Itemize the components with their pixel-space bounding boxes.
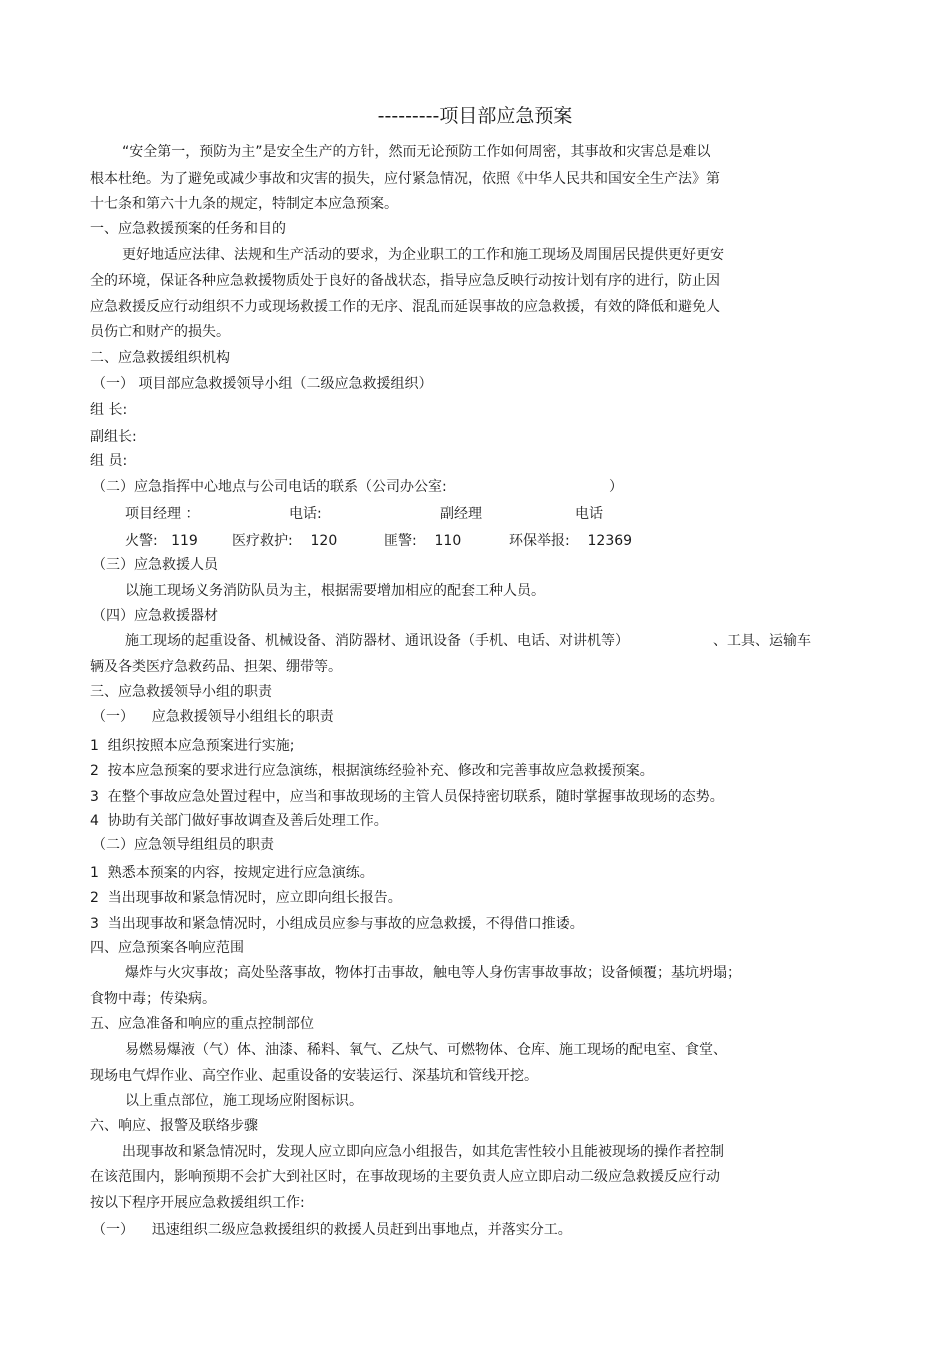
section-heading: 二、应急救援组织机构 (90, 350, 230, 366)
subsection-heading: （二）应急指挥中心地点与公司电话的联系（公司办公室: (92, 479, 447, 495)
paragraph-line: 在该范围内，影响预期不会扩大到社区时，在事故现场的主要负责人应立即启动二级应急救援反应行动 (90, 1169, 720, 1185)
list-item: 3 在整个事故应急处置过程中，应当和事故现场的主管人员保持密切联系，随时掌握事故现场的态势。 (90, 789, 724, 805)
phone-label: 电话: (289, 506, 322, 522)
list-item: 4 协助有关部门做好事故调查及善后处理工作。 (90, 813, 388, 829)
list-item: 1 熟悉本预案的内容，按规定进行应急演练。 (90, 865, 374, 881)
paragraph-line: 现场电气焊作业、高空作业、起重设备的安装运行、深基坑和管线开挖。 (90, 1068, 538, 1084)
subsection-heading: （一） 项目部应急救援领导小组（二级应急救援组织） (92, 376, 433, 392)
paragraph-line: 以上重点部位，施工现场应附图标识。 (125, 1093, 363, 1109)
deputy-manager-label: 副经理 (440, 506, 482, 522)
subsection-heading-close: ） (609, 479, 623, 495)
members-label: 组 员: (90, 453, 128, 469)
subsection-heading: （四）应急救援器材 (92, 608, 218, 624)
subsection-heading: （二）应急领导组组员的职责 (92, 837, 274, 853)
medical-number: 医疗救护: 120 (232, 533, 338, 549)
paragraph-line: 按以下程序开展应急救援组织工作: (90, 1195, 305, 1211)
list-item: 1 组织按照本应急预案进行实施; (90, 738, 295, 754)
paragraph-line: 易燃易爆液（气）体、油漆、稀料、氧气、乙炔气、可燃物体、仓库、施工现场的配电室、食堂、 (125, 1042, 727, 1058)
list-item: 2 按本应急预案的要求进行应急演练，根据演练经验补充、修改和完善事故应急救援预案。 (90, 763, 654, 779)
subsection-heading: （一） 应急救援领导小组组长的职责 (92, 709, 334, 725)
deputy-leader-label: 副组长: (90, 429, 137, 445)
section-heading: 四、应急预案各响应范围 (90, 940, 244, 956)
step-item: （一） 迅速组织二级应急救援组织的救援人员赶到出事地点，并落实分工。 (92, 1222, 572, 1238)
document-title: ---------项目部应急预案 (377, 105, 573, 127)
list-item: 3 当出现事故和紧急情况时，小组成员应参与事故的应急救援，不得借口推诿。 (90, 916, 584, 932)
subsection-heading: （三）应急救援人员 (92, 557, 218, 573)
paragraph-line: 、工具、运输车 (713, 633, 811, 649)
paragraph-line: 施工现场的起重设备、机械设备、消防器材、通讯设备（手机、电话、对讲机等） (125, 633, 629, 649)
leader-label: 组 长: (90, 402, 128, 418)
section-heading: 一、应急救援预案的任务和目的 (90, 221, 286, 237)
list-item: 2 当出现事故和紧急情况时，应立即向组长报告。 (90, 890, 402, 906)
intro-line: “安全第一，预防为主”是安全生产的方针，然而无论预防工作如何周密，其事故和灾害总是难以 (122, 144, 711, 160)
section-heading: 五、应急准备和响应的重点控制部位 (90, 1016, 314, 1032)
paragraph-line: 更好地适应法律、法规和生产活动的要求，为企业职工的工作和施工现场及周围居民提供更好更安 (122, 247, 724, 263)
intro-line: 根本杜绝。为了避免或减少事故和灾害的损失，应付紧急情况，依照《中华人民共和国安全生产法》第 (90, 171, 720, 187)
paragraph-line: 以施工现场义务消防队员为主，根据需要增加相应的配套工种人员。 (125, 583, 545, 599)
section-heading: 三、应急救援领导小组的职责 (90, 684, 272, 700)
phone-label: 电话 (575, 506, 603, 522)
paragraph-line: 员伤亡和财产的损失。 (90, 324, 230, 340)
project-manager-label: 项目经理 ： (125, 506, 200, 522)
paragraph-line: 食物中毒；传染病。 (90, 991, 216, 1007)
paragraph-line: 应急救援反应行动组织不力或现场救援工作的无序、混乱而延误事故的应急救援，有效的降低和避免人 (90, 299, 720, 315)
paragraph-line: 出现事故和紧急情况时，发现人应立即向应急小组报告，如其危害性较小且能被现场的操作者控制 (122, 1144, 724, 1160)
police-number: 匪警: 110 (384, 533, 462, 549)
section-heading: 六、响应、报警及联络步骤 (90, 1118, 258, 1134)
paragraph-line: 辆及各类医疗急救药品、担架、绷带等。 (90, 659, 342, 675)
paragraph-line: 全的环境，保证各种应急救援物质处于良好的备战状态，指导应急反映行动按计划有序的进行，防止因 (90, 273, 720, 289)
fire-number: 火警: 119 (125, 533, 198, 549)
paragraph-line: 爆炸与火灾事故；高处坠落事故，物体打击事故，触电等人身伤害事故事故；设备倾覆；基坑坍塌； (125, 965, 741, 981)
environment-report-number: 环保举报: 12369 (509, 533, 633, 549)
intro-line: 十七条和第六十九条的规定，特制定本应急预案。 (90, 196, 398, 212)
